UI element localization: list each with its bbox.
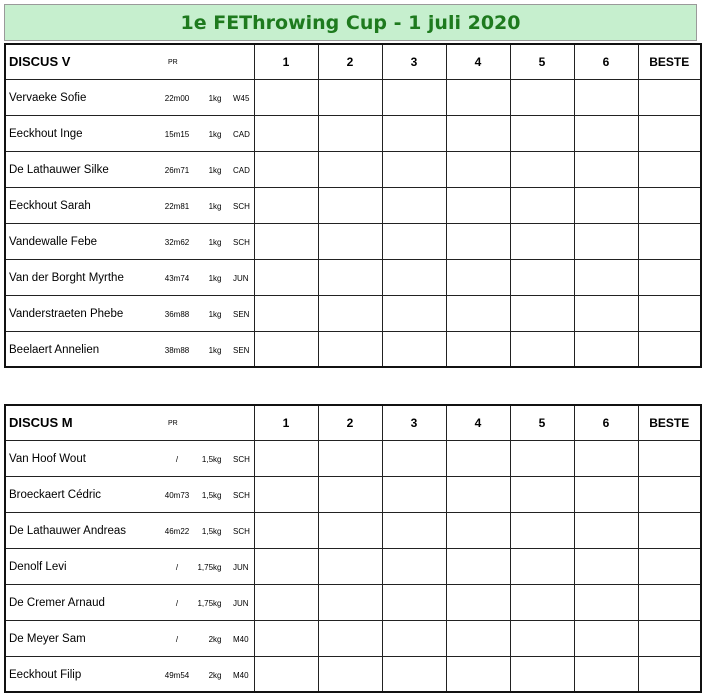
event-header: [5, 44, 254, 79]
attempt-cell[interactable]: [510, 79, 574, 115]
page-title: 1e FEThrowing Cup - 1 juli 2020: [4, 4, 697, 41]
athlete-name: Vanderstraeten Phebe: [9, 307, 124, 320]
attempt-cell[interactable]: [574, 259, 638, 295]
attempt-cell[interactable]: [574, 79, 638, 115]
table-row: [5, 548, 701, 584]
athlete-category: SEN: [233, 345, 250, 355]
attempt-cell[interactable]: [574, 620, 638, 656]
discus-weight: 1kg: [208, 93, 222, 103]
attempt-cell[interactable]: [510, 476, 574, 512]
attempt-cell[interactable]: [446, 151, 510, 187]
athlete-name: Beelaert Annelien: [9, 343, 100, 356]
attempt-cell[interactable]: [446, 584, 510, 620]
attempt-cell[interactable]: [318, 151, 382, 187]
attempt-cell[interactable]: [382, 476, 446, 512]
attempt-cell[interactable]: [254, 187, 318, 223]
discus-weight: 1,75kg: [197, 562, 222, 572]
discus-weight: 1,5kg: [201, 526, 222, 536]
athlete-pr: /: [175, 598, 179, 608]
athlete-category: SCH: [233, 454, 250, 464]
column-header-attempt: 2: [318, 405, 382, 440]
attempt-cell[interactable]: [382, 620, 446, 656]
attempt-cell[interactable]: [318, 331, 382, 367]
athlete-name: De Lathauwer Silke: [9, 163, 109, 176]
attempt-cell[interactable]: [382, 548, 446, 584]
attempt-cell[interactable]: [382, 79, 446, 115]
athlete-cell: [5, 259, 254, 295]
athlete-pr: 22m00: [164, 93, 190, 103]
athlete-name: Broeckaert Cédric: [9, 488, 102, 501]
attempt-cell[interactable]: [446, 295, 510, 331]
discus-weight: 1kg: [208, 201, 222, 211]
table-row: [5, 79, 701, 115]
athlete-cell: [5, 295, 254, 331]
event-title: DISCUS V: [9, 54, 71, 70]
athlete-name: Eeckhout Inge: [9, 127, 83, 140]
attempt-cell[interactable]: [446, 79, 510, 115]
column-header-attempt: 3: [382, 44, 446, 79]
athlete-pr: 22m81: [164, 201, 190, 211]
athlete-cell: [5, 115, 254, 151]
best-result-cell[interactable]: [638, 295, 701, 331]
best-result-cell[interactable]: [638, 151, 701, 187]
attempt-cell[interactable]: [510, 584, 574, 620]
athlete-pr: 46m22: [164, 526, 190, 536]
athlete-pr: 32m62: [164, 237, 190, 247]
attempt-cell[interactable]: [382, 151, 446, 187]
athlete-cell: [5, 656, 254, 692]
discus-weight: 1,5kg: [201, 454, 222, 464]
attempt-cell[interactable]: [254, 656, 318, 692]
attempt-cell[interactable]: [446, 259, 510, 295]
attempt-cell[interactable]: [446, 512, 510, 548]
attempt-cell[interactable]: [574, 584, 638, 620]
attempt-cell[interactable]: [318, 584, 382, 620]
attempt-cell[interactable]: [382, 331, 446, 367]
table-row: [5, 223, 701, 259]
attempt-cell[interactable]: [382, 512, 446, 548]
attempt-cell[interactable]: [382, 187, 446, 223]
attempt-cell[interactable]: [510, 440, 574, 476]
attempt-cell[interactable]: [382, 584, 446, 620]
attempt-cell[interactable]: [574, 512, 638, 548]
athlete-category: CAD: [233, 129, 250, 139]
attempt-cell[interactable]: [254, 620, 318, 656]
results-table-1: [4, 43, 702, 368]
column-header-best: BESTE: [638, 44, 701, 79]
column-header-attempt: 6: [574, 44, 638, 79]
attempt-cell[interactable]: [574, 331, 638, 367]
best-result-cell[interactable]: [638, 331, 701, 367]
best-result-cell[interactable]: [638, 548, 701, 584]
athlete-pr: 36m88: [164, 309, 190, 319]
pr-label: PR: [168, 420, 178, 427]
athlete-name: Eeckhout Sarah: [9, 199, 91, 212]
attempt-cell[interactable]: [318, 295, 382, 331]
column-header-attempt: 4: [446, 405, 510, 440]
attempt-cell[interactable]: [318, 548, 382, 584]
attempt-cell[interactable]: [446, 187, 510, 223]
best-result-cell[interactable]: [638, 259, 701, 295]
attempt-cell[interactable]: [574, 656, 638, 692]
discus-weight: 1kg: [208, 129, 222, 139]
attempt-cell[interactable]: [510, 187, 574, 223]
attempt-cell[interactable]: [254, 223, 318, 259]
table-row: [5, 151, 701, 187]
athlete-category: SCH: [233, 237, 250, 247]
athlete-category: SEN: [233, 309, 250, 319]
attempt-cell[interactable]: [574, 115, 638, 151]
attempt-cell[interactable]: [574, 187, 638, 223]
discus-weight: 2kg: [208, 634, 222, 644]
attempt-cell[interactable]: [254, 79, 318, 115]
attempt-cell[interactable]: [318, 79, 382, 115]
attempt-cell[interactable]: [510, 295, 574, 331]
attempt-cell[interactable]: [318, 440, 382, 476]
attempt-cell[interactable]: [254, 331, 318, 367]
athlete-pr: /: [175, 634, 179, 644]
attempt-cell[interactable]: [254, 584, 318, 620]
athlete-category: JUN: [233, 598, 249, 608]
athlete-name: Van Hoof Wout: [9, 452, 86, 465]
attempt-cell[interactable]: [510, 259, 574, 295]
athlete-category: M40: [233, 670, 249, 680]
athlete-cell: [5, 187, 254, 223]
athlete-cell: [5, 476, 254, 512]
attempt-cell[interactable]: [254, 548, 318, 584]
attempt-cell[interactable]: [254, 440, 318, 476]
attempt-cell[interactable]: [574, 548, 638, 584]
header-row: [5, 405, 701, 440]
best-result-cell[interactable]: [638, 187, 701, 223]
athlete-category: CAD: [233, 165, 250, 175]
best-result-cell[interactable]: [638, 656, 701, 692]
attempt-cell[interactable]: [446, 656, 510, 692]
attempt-cell[interactable]: [318, 187, 382, 223]
attempt-cell[interactable]: [446, 440, 510, 476]
athlete-cell: [5, 584, 254, 620]
attempt-cell[interactable]: [510, 512, 574, 548]
athlete-pr: /: [175, 454, 179, 464]
column-header-attempt: 5: [510, 405, 574, 440]
table-row: [5, 584, 701, 620]
athlete-pr: /: [175, 562, 179, 572]
attempt-cell[interactable]: [574, 151, 638, 187]
attempt-cell[interactable]: [446, 331, 510, 367]
table-row: [5, 331, 701, 367]
attempt-cell[interactable]: [318, 223, 382, 259]
attempt-cell[interactable]: [318, 115, 382, 151]
table-row: [5, 656, 701, 692]
athlete-cell: [5, 79, 254, 115]
discus-weight: 1kg: [208, 165, 222, 175]
column-header-attempt: 3: [382, 405, 446, 440]
table-row: [5, 187, 701, 223]
best-result-cell[interactable]: [638, 115, 701, 151]
event-title: DISCUS M: [9, 415, 73, 431]
attempt-cell[interactable]: [254, 115, 318, 151]
table-row: [5, 476, 701, 512]
athlete-name: Vervaeke Sofie: [9, 91, 87, 104]
attempt-cell[interactable]: [574, 295, 638, 331]
attempt-cell[interactable]: [510, 620, 574, 656]
athlete-pr: 40m73: [164, 490, 190, 500]
attempt-cell[interactable]: [382, 656, 446, 692]
table-row: [5, 620, 701, 656]
pr-label: PR: [168, 59, 178, 66]
athlete-category: M40: [233, 634, 249, 644]
attempt-cell[interactable]: [254, 259, 318, 295]
attempt-cell[interactable]: [574, 223, 638, 259]
attempt-cell[interactable]: [446, 476, 510, 512]
athlete-cell: [5, 512, 254, 548]
attempt-cell[interactable]: [382, 295, 446, 331]
discus-weight: 1kg: [208, 309, 222, 319]
column-header-best: BESTE: [638, 405, 701, 440]
athlete-name: Vandewalle Febe: [9, 235, 98, 248]
discus-weight: 1,75kg: [197, 598, 222, 608]
column-header-attempt: 2: [318, 44, 382, 79]
athlete-name: De Meyer Sam: [9, 632, 86, 645]
attempt-cell[interactable]: [446, 223, 510, 259]
attempt-cell[interactable]: [254, 151, 318, 187]
attempt-cell[interactable]: [446, 548, 510, 584]
attempt-cell[interactable]: [510, 656, 574, 692]
athlete-pr: 49m54: [164, 670, 190, 680]
athlete-name: Denolf Levi: [9, 560, 67, 573]
column-header-attempt: 4: [446, 44, 510, 79]
best-result-cell[interactable]: [638, 512, 701, 548]
athlete-cell: [5, 548, 254, 584]
discus-weight: 1kg: [208, 237, 222, 247]
attempt-cell[interactable]: [318, 620, 382, 656]
attempt-cell[interactable]: [318, 512, 382, 548]
table-row: [5, 259, 701, 295]
attempt-cell[interactable]: [318, 476, 382, 512]
table-row: [5, 295, 701, 331]
discus-weight: 1kg: [208, 273, 222, 283]
attempt-cell[interactable]: [510, 548, 574, 584]
athlete-category: SCH: [233, 201, 250, 211]
attempt-cell[interactable]: [382, 259, 446, 295]
attempt-cell[interactable]: [446, 620, 510, 656]
attempt-cell[interactable]: [574, 476, 638, 512]
attempt-cell[interactable]: [382, 115, 446, 151]
athlete-cell: [5, 620, 254, 656]
results-table-2: [4, 404, 702, 693]
athlete-name: Van der Borght Myrthe: [9, 271, 124, 284]
athlete-category: JUN: [233, 273, 249, 283]
attempt-cell[interactable]: [510, 223, 574, 259]
attempt-cell[interactable]: [510, 331, 574, 367]
best-result-cell[interactable]: [638, 584, 701, 620]
column-header-attempt: 5: [510, 44, 574, 79]
discus-weight: 2kg: [208, 670, 222, 680]
column-header-attempt: 6: [574, 405, 638, 440]
athlete-cell: [5, 440, 254, 476]
column-header-attempt: 1: [254, 405, 318, 440]
best-result-cell[interactable]: [638, 79, 701, 115]
athlete-pr: 43m74: [164, 273, 190, 283]
athlete-name: De Lathauwer Andreas: [9, 524, 126, 537]
attempt-cell[interactable]: [254, 295, 318, 331]
attempt-cell[interactable]: [318, 656, 382, 692]
athlete-category: SCH: [233, 490, 250, 500]
attempt-cell[interactable]: [574, 440, 638, 476]
athlete-cell: [5, 223, 254, 259]
athlete-name: De Cremer Arnaud: [9, 596, 105, 609]
athlete-cell: [5, 151, 254, 187]
athlete-category: JUN: [233, 562, 249, 572]
best-result-cell[interactable]: [638, 476, 701, 512]
athlete-category: W45: [233, 93, 250, 103]
attempt-cell[interactable]: [510, 151, 574, 187]
athlete-category: SCH: [233, 526, 250, 536]
best-result-cell[interactable]: [638, 620, 701, 656]
athlete-pr: 26m71: [164, 165, 190, 175]
discus-weight: 1kg: [208, 345, 222, 355]
column-header-attempt: 1: [254, 44, 318, 79]
table-row: [5, 115, 701, 151]
attempt-cell[interactable]: [254, 476, 318, 512]
attempt-cell[interactable]: [446, 115, 510, 151]
athlete-cell: [5, 331, 254, 367]
attempt-cell[interactable]: [318, 259, 382, 295]
best-result-cell[interactable]: [638, 223, 701, 259]
attempt-cell[interactable]: [254, 512, 318, 548]
attempt-cell[interactable]: [382, 440, 446, 476]
table-row: [5, 440, 701, 476]
best-result-cell[interactable]: [638, 440, 701, 476]
athlete-pr: 38m88: [164, 345, 190, 355]
attempt-cell[interactable]: [382, 223, 446, 259]
table-row: [5, 512, 701, 548]
athlete-pr: 15m15: [164, 129, 190, 139]
discus-weight: 1,5kg: [201, 490, 222, 500]
athlete-name: Eeckhout Filip: [9, 668, 82, 681]
attempt-cell[interactable]: [510, 115, 574, 151]
header-row: [5, 44, 701, 79]
event-header: [5, 405, 254, 440]
